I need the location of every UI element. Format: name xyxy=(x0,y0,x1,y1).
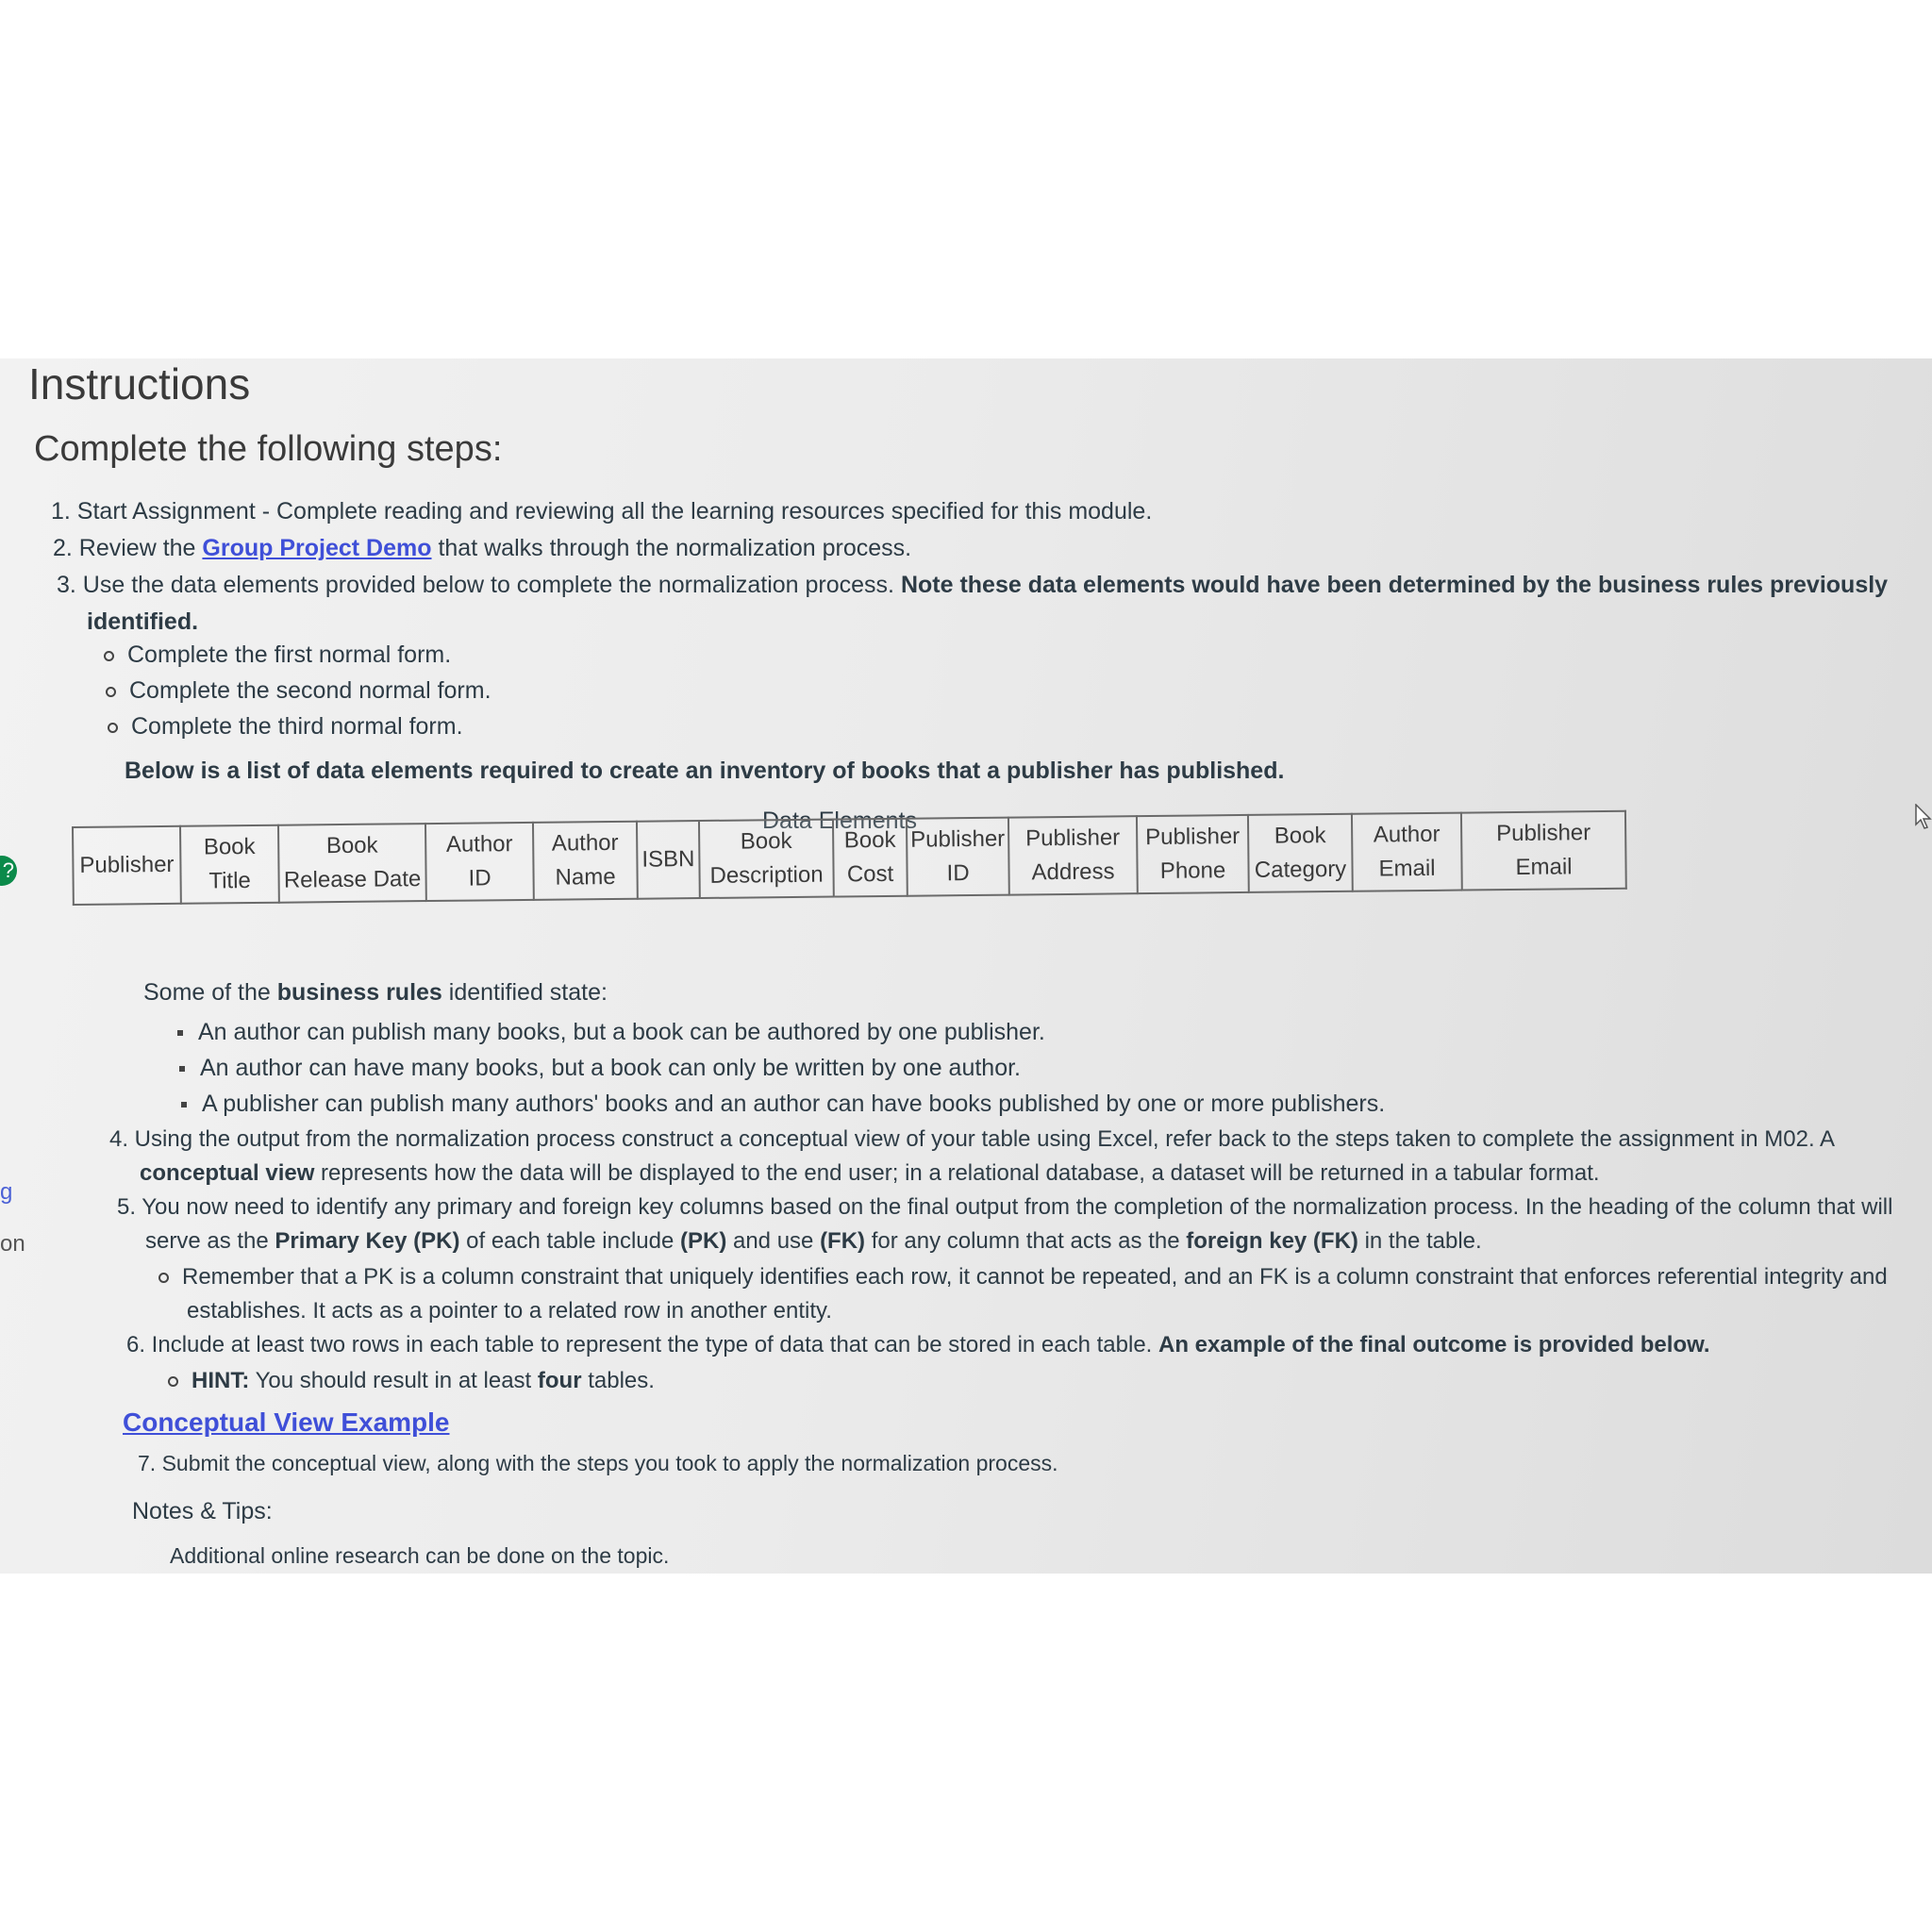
business-rule-2 xyxy=(179,1055,1021,1082)
conceptual-view-example-link[interactable]: Conceptual View Example xyxy=(123,1407,450,1437)
bullet-icon xyxy=(181,1102,187,1108)
step-5-sub-cont: establishes. It acts as a pointer to a related row in another entity. xyxy=(187,1298,832,1324)
step-5-cont: serve as the Primary Key (PK) of each table include (PK) and use (FK) for any column that acts as the foreign key (FK) in the table. xyxy=(145,1228,1482,1254)
step-3-note: Note these data elements would have been determined by the business rules previously xyxy=(900,572,1889,598)
sub-text: Complete the third normal form. xyxy=(131,713,463,740)
data-elements-caption: Data Elements xyxy=(762,808,917,834)
step-6-bold: An example of the final outcome is provided below. xyxy=(1158,1332,1710,1357)
step-3 xyxy=(57,572,1888,599)
step-2-text-end: that walks through the normalization process. xyxy=(431,535,912,561)
notes-title: Notes & Tips: xyxy=(132,1498,273,1524)
step-3-note-end: identified. xyxy=(87,608,199,635)
table-cell: Book Cost xyxy=(833,819,908,897)
rule-text: A publisher can publish many authors' books and an author can have books published by one or more publishers. xyxy=(202,1091,1386,1117)
bullet-icon xyxy=(106,687,116,697)
browser-screen xyxy=(0,358,1932,1574)
business-rule-3 xyxy=(181,1091,1385,1118)
step-3-sub-2 xyxy=(106,677,491,705)
help-badge-icon[interactable]: ? xyxy=(0,856,17,886)
bullet-icon xyxy=(108,723,118,733)
data-elements-table xyxy=(72,810,1627,906)
table-cell: Book Title xyxy=(180,825,279,904)
step-7: 7. Submit the conceptual view, along with the steps you took to apply the normalization process. xyxy=(138,1451,1058,1475)
rule-text: An author can have many books, but a book can only be written by one author. xyxy=(200,1055,1022,1081)
table-cell: Book Category xyxy=(1248,814,1353,892)
step-5: 5. You now need to identify any primary and foreign key columns based on the final output from the completion of the normalization process. In the heading of the column that will xyxy=(117,1194,1893,1220)
table-cell: Book Description xyxy=(699,820,834,898)
table-cell: Publisher ID xyxy=(907,818,1009,896)
bullet-icon xyxy=(168,1376,178,1387)
table-cell: Author Email xyxy=(1352,813,1462,891)
rule-text: An author can publish many books, but a book can be authored by one publisher. xyxy=(198,1019,1045,1045)
step-6-text: 6. Include at least two rows in each table to represent the type of data that can be stored in each table. xyxy=(126,1332,1159,1357)
instructions-panel xyxy=(0,358,1932,1574)
table-cell: ISBN xyxy=(637,821,700,899)
notes-item: Additional online research can be done on the topic. xyxy=(170,1543,670,1568)
sidebar-fragment-on[interactable]: on xyxy=(0,1231,25,1257)
step-2-text: 2. Review the xyxy=(53,535,203,561)
data-elements-intro: Below is a list of data elements required to create an inventory of books that a publisher has published. xyxy=(125,758,1285,784)
bullet-icon xyxy=(158,1273,169,1283)
group-project-demo-link[interactable]: Group Project Demo xyxy=(202,535,432,561)
table-cell: Author Name xyxy=(533,822,638,900)
step-2 xyxy=(53,535,911,562)
step-3-text: 3. Use the data elements provided below to complete the normalization process. xyxy=(57,572,901,598)
table-cell: Publisher Email xyxy=(1461,811,1626,891)
conceptual-view-term: conceptual view xyxy=(140,1160,315,1186)
table-cell: Publisher Address xyxy=(1008,816,1138,894)
step-6 xyxy=(126,1332,1710,1358)
sub-text: Remember that a PK is a column constraint that uniquely identifies each row, it cannot be repeated, and an FK is a column constraint that enforces referential integrity and xyxy=(182,1264,1888,1290)
table-cell: Publisher Phone xyxy=(1137,815,1249,893)
page-title: Instructions xyxy=(28,359,251,408)
business-rules-intro xyxy=(143,979,608,1007)
step-1: 1. Start Assignment - Complete reading and reviewing all the learning resources specified for this module. xyxy=(51,498,1153,525)
sub-text: Complete the first normal form. xyxy=(127,641,452,668)
sub-text: Complete the second normal form. xyxy=(129,677,491,704)
step-6-hint: HINT: You should result in at least four tables. xyxy=(168,1368,655,1394)
bullet-icon xyxy=(179,1066,185,1072)
table-row xyxy=(73,811,1626,905)
step-4: 4. Using the output from the normalization process construct a conceptual view of your table using Excel, refer back to the steps taken to complete the assignment in M02. A xyxy=(109,1126,1835,1152)
rules-text: Some of the xyxy=(143,979,277,1006)
rules-bold: business rules xyxy=(276,979,442,1006)
rules-text-end: identified state: xyxy=(441,979,608,1006)
table-cell: Publisher xyxy=(73,826,181,905)
step-3-sub-3 xyxy=(108,713,463,741)
business-rule-1 xyxy=(177,1019,1045,1046)
table-cell: Book Release Date xyxy=(278,824,426,903)
step-3-sub-1 xyxy=(104,641,451,669)
steps-heading: Complete the following steps: xyxy=(34,429,503,469)
bullet-icon xyxy=(104,651,114,661)
step-4-cont xyxy=(140,1160,1600,1187)
step-4-text: represents how the data will be displayed to the end user; in a relational database, a dataset will be returned in a tabular format. xyxy=(314,1160,1600,1186)
table-cell: Author ID xyxy=(425,823,534,901)
bullet-icon xyxy=(177,1030,183,1036)
sidebar-fragment-g[interactable]: g xyxy=(0,1179,13,1205)
step-5-sub xyxy=(158,1264,1888,1291)
